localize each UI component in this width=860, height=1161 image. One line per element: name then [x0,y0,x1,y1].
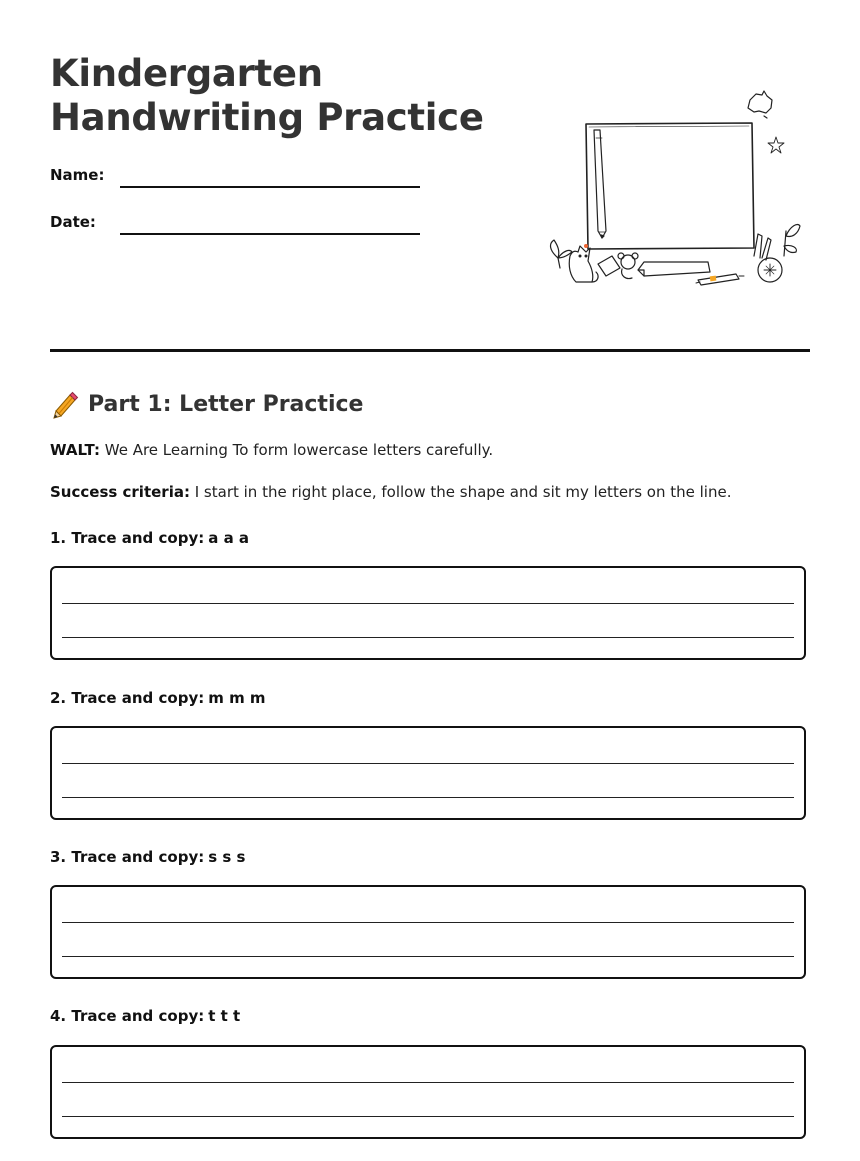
name-label: Name: [50,166,105,184]
question-prefix: 3. Trace and copy: [50,848,205,866]
success-criteria-label: Success criteria: [50,483,190,501]
date-write-line[interactable] [120,233,420,235]
header-divider [50,349,810,352]
writing-box-4[interactable] [50,1045,806,1139]
question-label [50,848,245,866]
worksheet-title [50,52,484,140]
writing-line [62,1116,794,1117]
writing-line [62,603,794,604]
writing-line [62,1082,794,1083]
question-prefix: 2. Trace and copy: [50,689,205,707]
success-criteria-text: I start in the right place, follow the shape and sit my letters on the line. [194,483,732,501]
question-letters: m m m [208,689,266,707]
name-write-line[interactable] [120,186,420,188]
date-field[interactable] [50,213,430,243]
classroom-whiteboard-illustration [540,86,810,296]
walt-label: WALT: [50,441,100,459]
writing-line [62,922,794,923]
walt-text: We Are Learning To form lowercase letters carefully. [104,441,494,459]
title-line-2: Handwriting Practice [50,96,484,139]
question-label [50,529,249,547]
question-prefix: 1. Trace and copy: [50,529,205,547]
writing-line [62,763,794,764]
writing-box-3[interactable] [50,885,806,979]
walt-statement [50,441,493,459]
question-label [50,1007,240,1025]
writing-line [62,797,794,798]
writing-box-1[interactable] [50,566,806,660]
question-prefix: 4. Trace and copy: [50,1007,205,1025]
writing-line [62,956,794,957]
name-field[interactable] [50,166,430,196]
question-letters: t t t [208,1007,241,1025]
writing-box-2[interactable] [50,726,806,820]
section-title: Part 1: Letter Practice [88,391,364,417]
question-label [50,689,266,707]
date-label: Date: [50,213,96,231]
question-letters: a a a [208,529,250,547]
writing-line [62,637,794,638]
question-letters: s s s [208,848,246,866]
title-line-1: Kindergarten [50,52,323,95]
success-criteria [50,483,731,501]
section-heading [50,389,363,419]
pencil-icon [50,389,80,419]
